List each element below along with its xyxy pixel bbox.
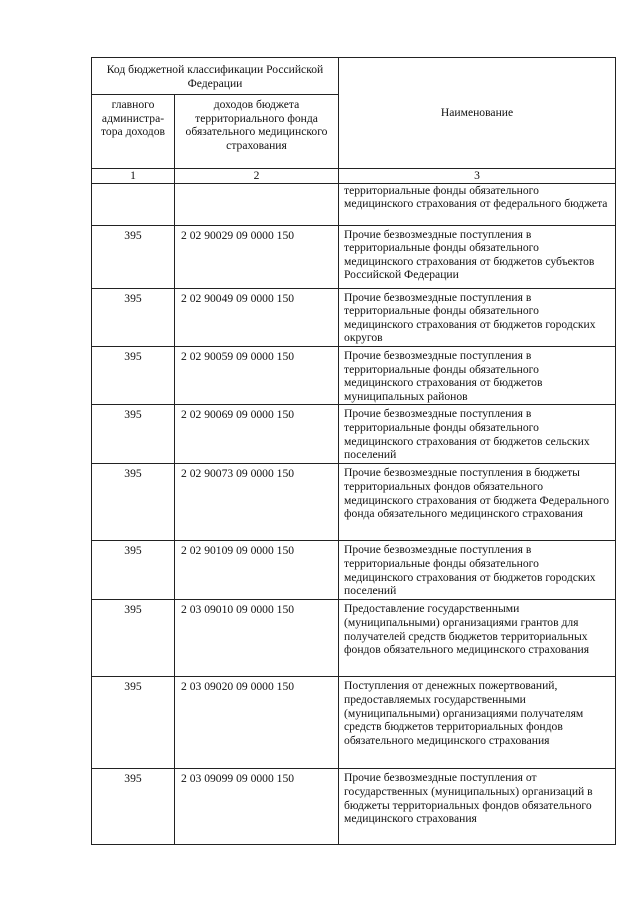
admin-code-cell: 395 bbox=[92, 346, 175, 404]
table-row bbox=[92, 541, 616, 600]
income-name-cell: Прочие безвозмездные поступления в бюджеты территориальных фондов обязательного медицинского страхования от бюджета Федерального фонда обязательного медицинского страхования bbox=[339, 464, 616, 541]
admin-code-cell bbox=[92, 183, 175, 225]
table-row bbox=[92, 600, 616, 677]
header-name-column: Наименование bbox=[339, 58, 616, 169]
table-row bbox=[92, 464, 616, 541]
table-row bbox=[92, 346, 616, 404]
income-code-cell: 2 02 90109 09 0000 150 bbox=[175, 541, 339, 600]
income-code-cell: 2 02 90059 09 0000 150 bbox=[175, 346, 339, 404]
income-name-cell: Предоставление государственными (муниципальными) организациями грантов для получателей средств бюджетов территориальных фондов обязательного медицинского страхования bbox=[339, 600, 616, 677]
income-code-cell: 2 03 09020 09 0000 150 bbox=[175, 677, 339, 769]
column-number-row bbox=[92, 169, 616, 184]
income-code-cell: 2 03 09099 09 0000 150 bbox=[175, 769, 339, 845]
income-name-cell: Прочие безвозмездные поступления в территориальные фонды обязательного медицинского страхования от бюджетов городских округов bbox=[339, 288, 616, 346]
admin-code-cell: 395 bbox=[92, 225, 175, 288]
admin-code-cell: 395 bbox=[92, 288, 175, 346]
income-name-cell: территориальные фонды обязательного медицинского страхования от федерального бюджета bbox=[339, 183, 616, 225]
income-name-cell: Прочие безвозмездные поступления в территориальные фонды обязательного медицинского страхования от бюджетов субъектов Российской Федерации bbox=[339, 225, 616, 288]
header-income-code-column: доходов бюджета территориального фонда обязательного медицинского страхования bbox=[175, 95, 339, 169]
header-admin-column: главного администра-тора доходов bbox=[92, 95, 175, 169]
admin-code-cell: 395 bbox=[92, 464, 175, 541]
admin-code-cell: 395 bbox=[92, 405, 175, 464]
income-code-cell bbox=[175, 183, 339, 225]
admin-code-cell: 395 bbox=[92, 677, 175, 769]
table-row bbox=[92, 405, 616, 464]
table-row bbox=[92, 183, 616, 225]
income-name-cell: Прочие безвозмездные поступления в территориальные фонды обязательного медицинского страхования от бюджетов сельских поселений bbox=[339, 405, 616, 464]
income-name-cell: Прочие безвозмездные поступления в территориальные фонды обязательного медицинского страхования от бюджетов муниципальных районов bbox=[339, 346, 616, 404]
income-code-cell: 2 02 90029 09 0000 150 bbox=[175, 225, 339, 288]
income-code-cell: 2 02 90073 09 0000 150 bbox=[175, 464, 339, 541]
income-name-cell: Прочие безвозмездные поступления от государственных (муниципальных) организаций в бюджеты территориальных фондов обязательного медицинского страхования bbox=[339, 769, 616, 845]
admin-code-cell: 395 bbox=[92, 769, 175, 845]
table-row bbox=[92, 677, 616, 769]
admin-code-cell: 395 bbox=[92, 541, 175, 600]
column-number: 1 bbox=[92, 169, 175, 184]
budget-classification-table bbox=[91, 57, 616, 845]
admin-code-cell: 395 bbox=[92, 600, 175, 677]
income-name-cell: Прочие безвозмездные поступления в территориальные фонды обязательного медицинского страхования от бюджетов городских поселений bbox=[339, 541, 616, 600]
header-group-title: Код бюджетной классификации Российской Федерации bbox=[92, 58, 339, 95]
table-row bbox=[92, 769, 616, 845]
column-number: 2 bbox=[175, 169, 339, 184]
table-row bbox=[92, 288, 616, 346]
income-name-cell: Поступления от денежных пожертвований, предоставляемых государственными (муниципальными) организациями получателям средств бюджетов территориальных фондов обязательного медицинского страхования bbox=[339, 677, 616, 769]
column-number: 3 bbox=[339, 169, 616, 184]
income-code-cell: 2 03 09010 09 0000 150 bbox=[175, 600, 339, 677]
table-row bbox=[92, 225, 616, 288]
income-code-cell: 2 02 90049 09 0000 150 bbox=[175, 288, 339, 346]
income-code-cell: 2 02 90069 09 0000 150 bbox=[175, 405, 339, 464]
